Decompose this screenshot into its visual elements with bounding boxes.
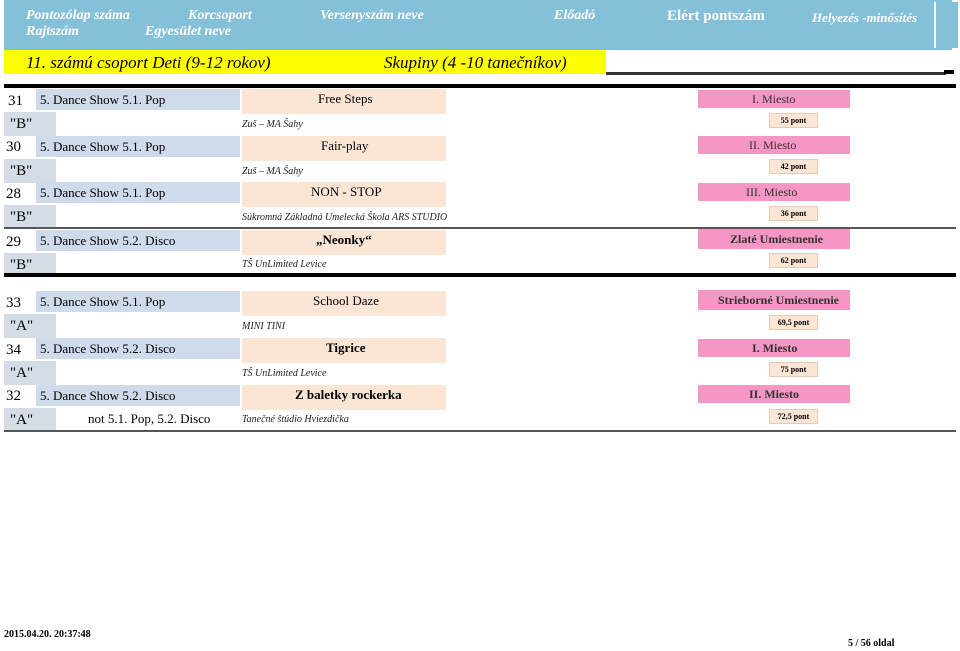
section-divider (4, 273, 956, 277)
title-underline-end (944, 70, 954, 74)
header-performer: Előadó (554, 8, 596, 23)
entry-category: 5. Dance Show 5.1. Pop (40, 92, 166, 107)
entry-title: Z baletky rockerka (295, 387, 402, 402)
entry-placement: III. Miesto (746, 185, 798, 199)
entry-title: „Neonky“ (316, 232, 372, 247)
entry-points: 55 pont (769, 113, 818, 128)
entry-points: 42 pont (769, 159, 818, 174)
entry-number: 33 (6, 295, 21, 311)
entry-category: 5. Dance Show 5.2. Disco (40, 388, 176, 403)
entry-category: 5. Dance Show 5.2. Disco (40, 341, 176, 356)
entry-grade: "B" (4, 253, 56, 277)
entry-club: Súkromná Základná Umelecká Škola ARS STUDIO (242, 212, 448, 223)
entry-club: Zuš – MA Šahy (242, 119, 303, 130)
header-placement: Helyezés -minősítés (812, 10, 918, 25)
entry-placement: I. Miesto (752, 92, 796, 106)
header-club-name: Egyesület neve (145, 24, 231, 39)
entry-club: Zuš – MA Šahy (242, 166, 303, 177)
entry-points: 36 pont (769, 206, 818, 221)
header-event-name: Versenyszám neve (320, 8, 424, 23)
section-divider (4, 84, 956, 88)
print-timestamp: 2015.04.20. 20:37:48 (4, 629, 91, 640)
entry-club: Tanečné štúdio Hviezdička (242, 414, 349, 425)
header-scoresheet-number: Pontozólap száma (26, 8, 130, 23)
entry-placement: I. Miesto (752, 341, 798, 355)
entry-title: Free Steps (318, 91, 373, 106)
entry-number: 28 (6, 186, 21, 202)
entry-grade: "A" (4, 314, 56, 338)
entry-points: 62 pont (769, 253, 818, 268)
entry-category: 5. Dance Show 5.1. Pop (40, 294, 166, 309)
entry-title: School Daze (313, 293, 380, 308)
header-age-group: Korcsoport (188, 8, 252, 23)
row-divider (4, 430, 956, 432)
entry-points: 72,5 pont (769, 409, 818, 424)
entry-grade: "B" (4, 112, 56, 136)
entry-points: 69,5 pont (769, 315, 818, 330)
entry-number: 30 (6, 139, 21, 155)
group-title: 11. számú csoport Deti (9-12 rokov) (26, 53, 271, 72)
entry-club: MINI TINI (242, 321, 286, 332)
title-underline (606, 72, 946, 75)
entry-grade: "A" (4, 408, 56, 432)
header-start-number: Rajtszám (26, 24, 79, 39)
entry-grade: "B" (4, 159, 56, 183)
entry-points: 75 pont (769, 362, 818, 377)
entry-title: NON - STOP (311, 184, 382, 199)
entry-number: 29 (6, 234, 21, 250)
entry-placement: II. Miesto (749, 387, 799, 401)
page-number: 5 / 56 oldal (848, 638, 895, 649)
entry-grade: "A" (4, 361, 56, 385)
entry-category: 5. Dance Show 5.2. Disco (40, 233, 176, 248)
entry-number: 34 (6, 342, 21, 358)
entry-number: 32 (6, 388, 21, 404)
entry-category: 5. Dance Show 5.1. Pop (40, 139, 166, 154)
group-subtitle: Skupiny (4 -10 tanečníkov) (384, 53, 567, 72)
entry-placement: Strieborné Umiestnenie (718, 293, 839, 307)
entry-club: TŠ UnLimited Levice (242, 259, 327, 270)
entry-club: TŠ UnLimited Levice (242, 368, 327, 379)
entry-note: not 5.1. Pop, 5.2. Disco (88, 411, 211, 426)
entry-title: Fair-play (321, 138, 369, 153)
entry-number: 31 (8, 93, 23, 109)
entry-grade: "B" (4, 205, 56, 229)
entry-placement: II. Miesto (749, 138, 797, 152)
entry-placement: Zlaté Umiestnenie (730, 232, 823, 246)
entry-title: Tigrice (326, 340, 366, 355)
entry-category: 5. Dance Show 5.1. Pop (40, 185, 166, 200)
header-points: Elért pontszám (667, 8, 765, 24)
header-right-cell (934, 2, 958, 48)
